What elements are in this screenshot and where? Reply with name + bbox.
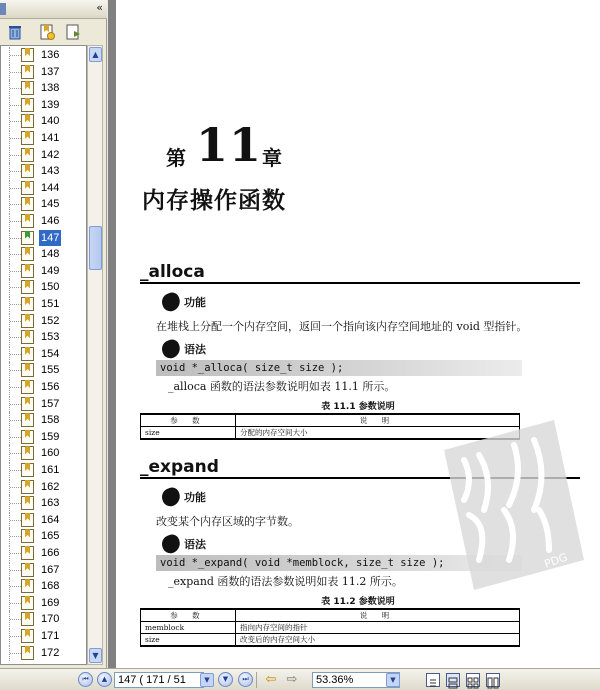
facing-view-button[interactable] (466, 673, 480, 687)
bookmark-icon (21, 546, 34, 560)
page-dropdown-button[interactable]: ▼ (200, 673, 214, 687)
bookmark-icon (21, 446, 34, 460)
tree-connector (10, 72, 21, 73)
bookmark-label: 154 (41, 347, 60, 360)
bookmark-item[interactable] (1, 562, 87, 578)
continuous-view-button[interactable] (446, 673, 460, 687)
ink-blot-icon (160, 486, 183, 509)
bookmark-label: 167 (41, 563, 60, 576)
bookmark-icon (21, 114, 34, 128)
bookmark-icon (21, 397, 34, 411)
ink-blot-icon (160, 533, 183, 556)
bookmark-item[interactable] (1, 113, 87, 129)
bookmark-icon (21, 48, 34, 62)
tree-connector (10, 238, 21, 239)
function-description: 改变某个内存区域的字节数。 (156, 515, 299, 528)
bookmark-icon (21, 513, 34, 527)
table-caption: 表 11.2 参数说明 (321, 597, 395, 607)
chapter-number: 11 (196, 118, 263, 172)
zoom-dropdown-button[interactable]: ▼ (386, 673, 400, 687)
status-bar (0, 668, 600, 690)
syntax-code: void *_alloca( size_t size ); (156, 360, 522, 376)
bookmark-icon (21, 596, 34, 610)
bookmark-label: 158 (41, 414, 60, 427)
bookmark-icon (21, 413, 34, 427)
tree-connector (10, 271, 21, 272)
bookmark-item[interactable] (1, 462, 87, 478)
bookmark-label: 141 (41, 132, 60, 144)
tree-connector (10, 603, 21, 604)
continuous-facing-icon (487, 677, 499, 689)
bookmark-item[interactable] (1, 313, 87, 329)
last-page-button[interactable]: ⏭ (238, 672, 253, 687)
tree-connector (10, 155, 21, 156)
bookmark-item[interactable] (1, 512, 87, 528)
bookmark-label: 153 (41, 331, 60, 344)
bookmark-label: 162 (41, 480, 60, 493)
tree-connector (10, 337, 21, 338)
new-bookmark-button[interactable] (38, 23, 56, 41)
bookmark-item[interactable] (1, 545, 87, 561)
syntax-code: void *_expand( void *memblock, size_t size ); (156, 555, 522, 571)
bookmark-label: 144 (41, 181, 60, 194)
bookmark-icon (21, 231, 34, 245)
separator (256, 672, 257, 688)
expand-bookmark-button[interactable] (64, 23, 82, 41)
next-page-button[interactable]: ▼ (218, 672, 233, 687)
bookmark-item[interactable] (1, 163, 87, 179)
bookmark-item[interactable] (1, 263, 87, 279)
bookmark-item[interactable] (1, 479, 87, 495)
bookmark-icon (21, 181, 34, 195)
bookmark-icon (21, 247, 34, 261)
tree-connector (10, 487, 21, 488)
bookmark-icon (21, 81, 34, 95)
bookmark-label: 138 (41, 82, 60, 95)
tree-connector (10, 653, 21, 654)
bookmark-item[interactable] (1, 412, 87, 428)
tree-connector (10, 321, 21, 322)
pdf-page: 第 11 章 内存操作函数 _alloca 功能 在堆栈上分配一个内存空间，返回一个指向该内存空间地址的 void 型指针。 语法 void *_alloca( size_t size ); _alloca 函数的语法参数说明如表 11.1 所示。 表 11.1 参数说明 参 数 说 明 size 分配的内存空间大小 _expand 功能 改变某个内存区域的字节数。 语法 void *_expand( void *memblock, size_t size ); _expand 函数的语法参数说明如表 11.2 所示。 表 11.2 参数说明 参 数 说 明 memblock 指向内存空间的指针 size 改变后的内存空间大小 PDG (116, 0, 600, 668)
bookmark-icon (21, 297, 34, 311)
bookmark-icon (21, 131, 34, 145)
go-back-button[interactable] (263, 673, 279, 687)
bookmark-icon (21, 197, 34, 211)
scroll-down-button[interactable]: ▼ (89, 648, 102, 663)
bookmark-item[interactable] (1, 645, 87, 661)
first-page-button[interactable]: ⏮ (78, 672, 93, 687)
bookmark-label: 145 (41, 198, 60, 211)
page-number-field[interactable]: 147 ( 171 / 51 (114, 672, 204, 688)
bookmark-icon (21, 363, 34, 377)
new-bookmark-icon (38, 23, 56, 41)
bookmark-icon (21, 280, 34, 294)
bookmark-label: 136 (41, 49, 60, 61)
tree-connector (10, 453, 21, 454)
bookmark-label: 169 (41, 596, 60, 609)
bookmark-item[interactable] (1, 47, 87, 63)
bookmark-icon (21, 380, 34, 394)
ink-blot-icon (160, 338, 183, 361)
tree-connector (10, 105, 21, 106)
function-description: 在堆栈上分配一个内存空间，返回一个指向该内存空间地址的 void 型指针。 (156, 320, 528, 333)
tree-connector (10, 370, 21, 371)
tree-connector (10, 171, 21, 172)
bookmark-item[interactable] (1, 362, 87, 378)
bookmark-label: 146 (41, 215, 60, 227)
bookmark-icon (21, 480, 34, 494)
collapse-panel-button[interactable]: « (96, 1, 103, 14)
table-caption: 表 11.1 参数说明 (321, 402, 395, 412)
bookmark-item[interactable] (1, 279, 87, 295)
bookmark-label: 142 (41, 148, 60, 161)
delete-bookmark-button[interactable] (6, 23, 24, 41)
bookmark-label: 171 (41, 630, 60, 642)
tree-connector (10, 553, 21, 554)
bookmark-label: 161 (41, 464, 60, 476)
bookmark-icon (21, 347, 34, 361)
chapter-suffix: 章 (262, 146, 282, 170)
bookmark-item[interactable] (1, 64, 87, 80)
bookmark-item[interactable] (1, 147, 87, 163)
watermark-text: PDG (542, 550, 570, 571)
chapter-prefix: 第 (166, 146, 186, 170)
bookmark-icon (21, 430, 34, 444)
bookmark-options-icon (64, 23, 82, 41)
tree-connector (10, 586, 21, 587)
single-page-icon (427, 677, 439, 689)
bookmark-item[interactable] (1, 379, 87, 395)
bookmark-item[interactable] (1, 396, 87, 412)
bookmark-item[interactable] (1, 445, 87, 461)
bookmark-item[interactable] (1, 578, 87, 594)
bookmark-icon (21, 529, 34, 543)
bookmark-item[interactable] (1, 97, 87, 113)
section-title: _expand (140, 457, 580, 479)
bookmark-label: 140 (41, 115, 60, 128)
bookmark-icon (21, 148, 34, 162)
bookmarks-toolbar (0, 20, 107, 44)
scroll-up-button[interactable]: ▲ (89, 47, 102, 62)
tree-connector (10, 88, 21, 89)
bookmark-label: 165 (41, 530, 60, 543)
bookmark-icon (21, 646, 34, 660)
tree-connector (10, 437, 21, 438)
tree-connector (10, 570, 21, 571)
bookmark-label: 149 (41, 264, 60, 277)
continuous-facing-view-button[interactable] (486, 673, 500, 687)
tree-connector (10, 420, 21, 421)
facing-pages-icon (467, 677, 479, 689)
parameter-table: 参 数 说 明 memblock 指向内存空间的指针 size 改变后的内存空间大小 (140, 608, 520, 647)
bookmark-tree[interactable] (0, 45, 87, 665)
bookmark-item[interactable] (1, 196, 87, 212)
bookmark-label: 160 (41, 447, 60, 460)
trash-icon (6, 23, 24, 41)
scroll-thumb[interactable] (89, 226, 102, 270)
tree-connector (10, 404, 21, 405)
bookmark-label: 152 (41, 314, 60, 327)
bookmark-label: 164 (41, 513, 60, 526)
bookmark-label: 159 (41, 430, 60, 443)
bookmark-icon (21, 98, 34, 112)
bookmark-label: 155 (41, 364, 60, 377)
bookmark-item[interactable] (1, 230, 87, 246)
bookmark-item[interactable] (1, 130, 87, 146)
bookmark-icon (21, 563, 34, 577)
bookmark-item[interactable] (1, 80, 87, 96)
bookmark-icon (21, 214, 34, 228)
bookmark-scrollbar[interactable] (87, 45, 103, 665)
tree-connector (10, 121, 21, 122)
bookmark-icon (21, 330, 34, 344)
bookmark-label: 170 (41, 613, 60, 626)
bookmark-label: 166 (41, 547, 60, 559)
bookmark-label: 163 (41, 497, 60, 510)
bookmark-label: 148 (41, 248, 60, 261)
bookmark-icon (21, 496, 34, 510)
bookmark-label: 137 (41, 65, 60, 78)
tree-connector (10, 221, 21, 222)
previous-page-button[interactable]: ▲ (97, 672, 112, 687)
arrow-right-icon: ⇨ (286, 672, 298, 687)
document-view[interactable] (108, 0, 600, 668)
bookmark-icon (21, 314, 34, 328)
bookmark-item[interactable] (1, 180, 87, 196)
ink-blot-icon (160, 291, 183, 314)
bookmark-item[interactable] (1, 495, 87, 511)
bookmark-item[interactable] (1, 296, 87, 312)
zoom-field[interactable]: 53.36% (312, 672, 400, 688)
bookmark-label: 156 (41, 381, 60, 393)
bookmark-item[interactable] (1, 329, 87, 345)
tree-connector (10, 470, 21, 471)
bookmark-icon (21, 579, 34, 593)
bookmark-icon (21, 463, 34, 477)
bookmark-label: 139 (41, 98, 60, 111)
tree-connector (10, 354, 21, 355)
bookmark-item[interactable] (1, 246, 87, 262)
tree-connector (10, 636, 21, 637)
chapter-title: 内存操作函数 (142, 188, 286, 214)
arrow-left-icon: ⇦ (265, 672, 277, 687)
tree-connector (10, 503, 21, 504)
bookmark-label: 151 (41, 298, 60, 310)
tree-connector (10, 619, 21, 620)
bookmark-label: 150 (41, 281, 60, 294)
tree-connector (10, 254, 21, 255)
bookmark-icon (21, 264, 34, 278)
bookmarks-panel (0, 0, 107, 668)
tree-connector (10, 304, 21, 305)
bookmark-item[interactable] (1, 628, 87, 644)
continuous-page-icon (447, 677, 459, 689)
tree-connector (10, 287, 21, 288)
tree-connector (10, 55, 21, 56)
tree-connector (10, 520, 21, 521)
bookmark-item[interactable] (1, 213, 87, 229)
bookmark-item[interactable] (1, 528, 87, 544)
syntax-description: _expand 函数的语法参数说明如表 11.2 所示。 (168, 575, 403, 588)
bookmark-item[interactable] (1, 429, 87, 445)
bookmark-item[interactable] (1, 611, 87, 627)
bookmark-label: 157 (41, 397, 60, 410)
bookmark-label: 168 (41, 580, 60, 593)
bookmark-label: 147 (41, 231, 60, 244)
bookmark-item[interactable] (1, 595, 87, 611)
bookmark-icon (21, 65, 34, 79)
tree-connector (10, 188, 21, 189)
syntax-description: _alloca 函数的语法参数说明如表 11.1 所示。 (168, 380, 396, 393)
parameter-table: 参 数 说 明 size 分配的内存空间大小 (140, 413, 520, 440)
bookmarks-panel-header (0, 0, 107, 19)
tree-connector (10, 138, 21, 139)
bookmark-item[interactable] (1, 346, 87, 362)
section-title: _alloca (140, 262, 580, 284)
bookmark-icon (21, 164, 34, 178)
tree-connector (10, 536, 21, 537)
single-page-view-button[interactable] (426, 673, 440, 687)
bookmark-label: 172 (41, 646, 60, 659)
bookmark-label: 143 (41, 165, 60, 178)
tree-connector (10, 387, 21, 388)
library-seal-watermark (434, 420, 584, 590)
bookmark-icon (21, 629, 34, 643)
tree-connector (10, 204, 21, 205)
go-forward-button[interactable] (284, 673, 300, 687)
bookmark-icon (21, 612, 34, 626)
panel-grip (0, 3, 6, 15)
